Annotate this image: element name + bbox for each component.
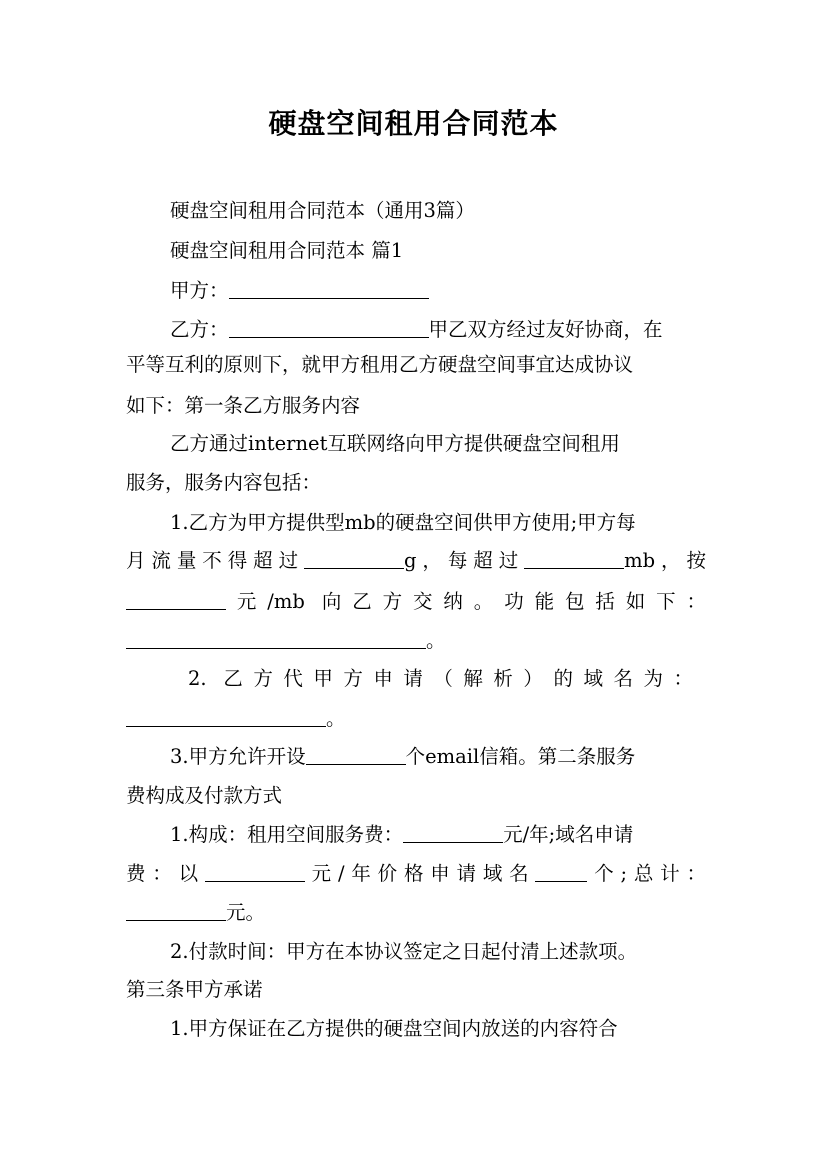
paragraph-line: 第三条甲方承诺 — [126, 978, 263, 1001]
blank-line — [306, 744, 406, 765]
blank-line — [535, 861, 587, 882]
blank-line — [304, 548, 404, 569]
text-run: 。 — [326, 707, 346, 730]
paragraph-line — [170, 822, 710, 848]
blank-line — [524, 548, 624, 569]
paragraph-line — [126, 861, 706, 887]
text-run: 元/年;域名申请 — [503, 823, 634, 846]
text-run: 费：以 — [126, 862, 205, 885]
paragraph-line: 1.甲方保证在乙方提供的硬盘空间内放送的内容符合 — [170, 1017, 618, 1040]
paragraph-line — [126, 628, 706, 654]
text-run: 月流量不得超过 — [126, 549, 305, 572]
text-run: 1.构成：租用空间服务费： — [170, 823, 404, 846]
party-b-label: 乙方： — [170, 318, 229, 341]
paragraph-line — [170, 744, 710, 770]
paragraph-line: 如下：第一条乙方服务内容 — [126, 394, 361, 417]
party-a-label: 甲方： — [170, 279, 229, 302]
blank-line — [126, 900, 226, 921]
paragraph-line: 硬盘空间租用合同范本 篇1 — [170, 239, 404, 262]
text-run: 。 — [426, 629, 446, 652]
paragraph-line: 1.乙方为甲方提供型mb的硬盘空间供甲方使用;甲方每 — [170, 511, 636, 534]
blank-line — [126, 589, 226, 610]
paragraph-line — [126, 589, 706, 615]
paragraph-line: 2.付款时间：甲方在本协议签定之日起付清上述款项。 — [170, 940, 638, 963]
paragraph-line — [170, 278, 710, 304]
paragraph-line: 硬盘空间租用合同范本（通用3篇） — [170, 199, 475, 222]
paragraph-line: 2. 乙方代甲方申请（解析）的域名为： — [188, 667, 693, 690]
paragraph-line — [170, 317, 710, 343]
paragraph-line — [126, 706, 706, 732]
paragraph-line: 服务，服务内容包括： — [126, 471, 322, 494]
text-run: 元/mb 向乙方交纳。功能包括如下： — [226, 590, 706, 613]
paragraph-line — [126, 548, 706, 574]
blank-line — [403, 822, 503, 843]
blank-line — [126, 706, 326, 727]
text-run: 元。 — [226, 901, 266, 924]
text-run: 甲乙双方经过友好协商，在 — [428, 318, 663, 341]
paragraph-line — [126, 900, 706, 926]
text-run: mb，按 — [624, 549, 706, 572]
blank-line — [126, 628, 426, 649]
text-run: 3.甲方允许开设 — [170, 745, 306, 768]
paragraph-line: 平等互利的原则下，就甲方租用乙方硬盘空间事宜达成协议 — [126, 353, 634, 376]
text-run: 个email信箱。第二条服务 — [405, 745, 636, 768]
text-run: g，每超过 — [404, 549, 525, 572]
paragraph-line: 费构成及付款方式 — [126, 784, 283, 807]
text-run: 元/年价格申请域名 — [304, 862, 536, 885]
blank-line — [229, 317, 429, 338]
document-title: 硬盘空间租用合同范本 — [268, 107, 559, 140]
paragraph-line: 乙方通过internet互联网络向甲方提供硬盘空间租用 — [170, 432, 620, 455]
blank-line — [229, 278, 429, 299]
blank-line — [205, 861, 305, 882]
text-run: 个;总计： — [587, 862, 706, 885]
